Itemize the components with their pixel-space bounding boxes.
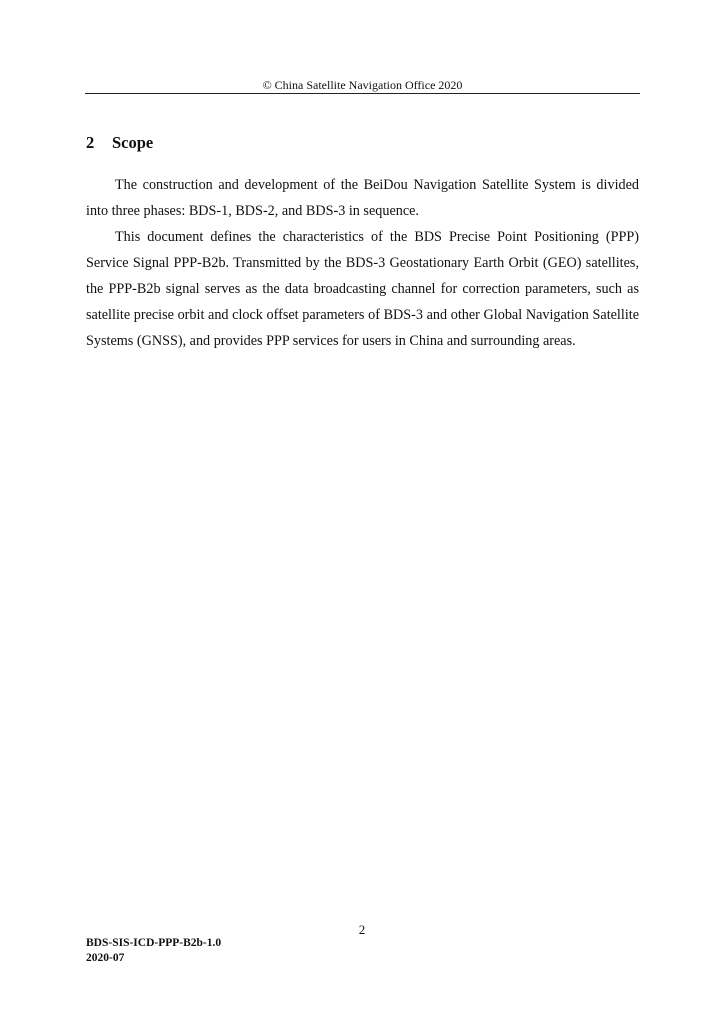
document-code: BDS-SIS-ICD-PPP-B2b-1.0 xyxy=(86,937,222,949)
section-number: 2 xyxy=(86,133,95,152)
page-number: 2 xyxy=(358,922,366,937)
document-date: 2020-07 xyxy=(86,952,125,964)
section-heading xyxy=(86,132,153,154)
paragraph: The construction and development of the BeiDou Navigation Satellite System is divided into three phases: BDS-1, BDS-2, and BDS-3 in sequence. xyxy=(86,177,639,219)
document-identifier xyxy=(86,936,221,966)
page-header xyxy=(85,78,640,94)
paragraph: This document defines the characteristics of the BDS Precise Point Positioning (PPP) Service Signal PPP-B2b. Transmitted by the BDS-3 Geostationary Earth Orbit (GEO) satellites, the PPP-B2b signal serves as the data broadcasting channel for correction parameters, such as satellite precise orbit and clock offset parameters of BDS-3 and other Global Navigation Satellite Systems (GNSS), and provides PPP services for users in China and surrounding areas. xyxy=(86,229,639,349)
section-title: Scope xyxy=(112,133,154,152)
copyright-text: © China Satellite Navigation Office 2020 xyxy=(262,78,463,92)
section-body xyxy=(86,172,639,354)
